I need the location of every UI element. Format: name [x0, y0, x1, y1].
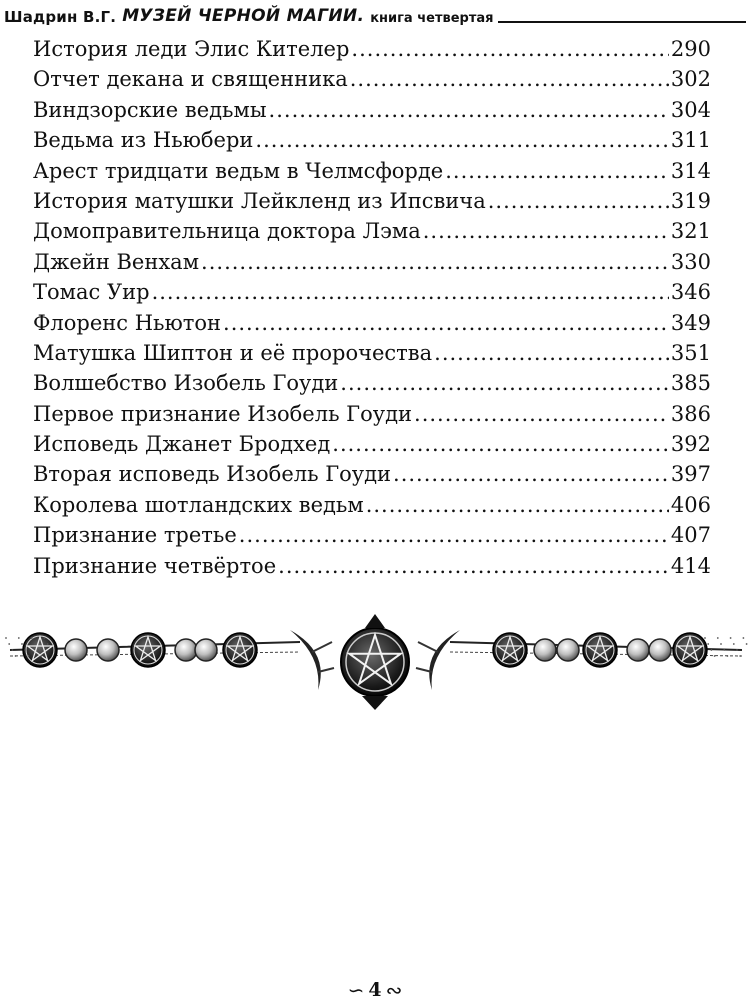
toc-entry	[33, 125, 711, 155]
toc-dot-leader	[269, 95, 669, 125]
toc-entry-title: Томас Уир	[33, 280, 150, 305]
toc-entry	[33, 459, 711, 489]
toc-entry-page: 385	[670, 371, 711, 396]
toc-entry-page: 346	[670, 280, 711, 305]
toc-entry-page: 314	[670, 158, 711, 183]
toc-entry	[33, 429, 711, 459]
toc-entry-title: Флоренс Ньютон	[33, 310, 222, 335]
toc-entry-title: Домоправительница доктора Лэма	[33, 219, 421, 244]
toc-entry-page: 319	[670, 188, 711, 213]
toc-entry-title: Королева шотландских ведьм	[33, 492, 364, 517]
running-header	[4, 6, 746, 26]
toc-entry-title: Отчет декана и священника	[33, 67, 348, 92]
toc-entry	[33, 277, 711, 307]
toc-dot-leader	[201, 247, 669, 277]
orb-icon	[175, 639, 197, 661]
toc-dot-leader	[350, 64, 669, 94]
toc-entry	[33, 95, 711, 125]
toc-entry	[33, 308, 711, 338]
toc-entry-title: Джейн Венхам	[33, 249, 200, 274]
toc-entry	[33, 399, 711, 429]
toc-dot-leader	[278, 551, 669, 581]
toc-entry	[33, 216, 711, 246]
toc-dot-leader	[393, 459, 669, 489]
header-author: Шадрин В.Г.	[4, 8, 117, 26]
header-book-title: МУЗЕЙ ЧЕРНОЙ МАГИИ.	[122, 6, 365, 26]
toc-entry	[33, 64, 711, 94]
toc-entry	[33, 520, 711, 550]
toc-entry-title: Вторая исповедь Изобель Гоуди	[33, 462, 392, 487]
orb-icon	[97, 639, 119, 661]
toc-dot-leader	[223, 308, 669, 338]
orb-icon	[534, 639, 556, 661]
header-book-number: книга четвертая	[370, 11, 494, 26]
toc-entry-page: 330	[670, 249, 711, 274]
toc-entry-page: 290	[670, 37, 711, 61]
toc-entry	[33, 551, 711, 581]
orb-icon	[627, 639, 649, 661]
toc-entry-page: 349	[670, 310, 711, 335]
toc-entry-title: Признание четвёртое	[33, 553, 277, 578]
toc-entry-title: Признание третье	[33, 523, 237, 548]
toc-entry	[33, 490, 711, 520]
toc-dot-leader	[351, 34, 668, 64]
toc-entry	[33, 186, 711, 216]
page-number: 4	[368, 979, 382, 1001]
toc-entry-page: 302	[670, 67, 711, 92]
toc-dot-leader	[488, 186, 669, 216]
toc-entry-page: 414	[670, 553, 711, 578]
toc-entry-page: 392	[670, 432, 711, 457]
header-rule	[498, 21, 746, 23]
toc-dot-leader	[332, 429, 669, 459]
orb-icon	[195, 639, 217, 661]
toc-entry-page: 407	[670, 523, 711, 548]
page-folio	[330, 980, 420, 1000]
toc-entry-title: Волшебство Изобель Гоуди	[33, 371, 339, 396]
toc-entry	[33, 368, 711, 398]
toc-entry-title: История леди Элис Кителер	[33, 37, 350, 61]
toc-entry	[33, 156, 711, 186]
toc-entry-page: 321	[670, 219, 711, 244]
table-of-contents	[33, 34, 711, 581]
toc-entry-title: Виндзорские ведьмы	[33, 97, 267, 122]
toc-dot-leader	[366, 490, 669, 520]
toc-entry	[33, 34, 711, 64]
toc-entry	[33, 338, 711, 368]
toc-dot-leader	[445, 156, 669, 186]
toc-entry-title: Первое признание Изобель Гоуди	[33, 401, 413, 426]
toc-entry-page: 397	[670, 462, 711, 487]
toc-entry	[33, 247, 711, 277]
orb-icon	[65, 639, 87, 661]
toc-entry-page: 311	[670, 128, 711, 153]
toc-dot-leader	[239, 520, 669, 550]
toc-dot-leader	[255, 125, 668, 155]
orb-icon	[557, 639, 579, 661]
swirl-right-icon: ∾	[385, 978, 403, 1002]
toc-dot-leader	[423, 216, 669, 246]
pentagram-border-icon	[0, 612, 750, 712]
toc-entry-page: 406	[670, 492, 711, 517]
toc-entry-title: Арест тридцати ведьм в Челмсфорде	[33, 158, 444, 183]
toc-entry-page: 351	[670, 340, 711, 365]
toc-dot-leader	[152, 277, 669, 307]
toc-entry-page: 304	[670, 97, 711, 122]
toc-dot-leader	[414, 399, 669, 429]
toc-entry-page: 386	[670, 401, 711, 426]
swirl-left-icon: ∽	[347, 978, 365, 1002]
toc-entry-title: Исповедь Джанет Бродхед	[33, 432, 331, 457]
toc-dot-leader	[434, 338, 669, 368]
toc-entry-title: Матушка Шиптон и её пророчества	[33, 340, 433, 365]
toc-entry-title: История матушки Лейкленд из Ипсвича	[33, 188, 486, 213]
toc-dot-leader	[340, 368, 669, 398]
orb-icon	[649, 639, 671, 661]
toc-entry-title: Ведьма из Ньюбери	[33, 128, 254, 153]
